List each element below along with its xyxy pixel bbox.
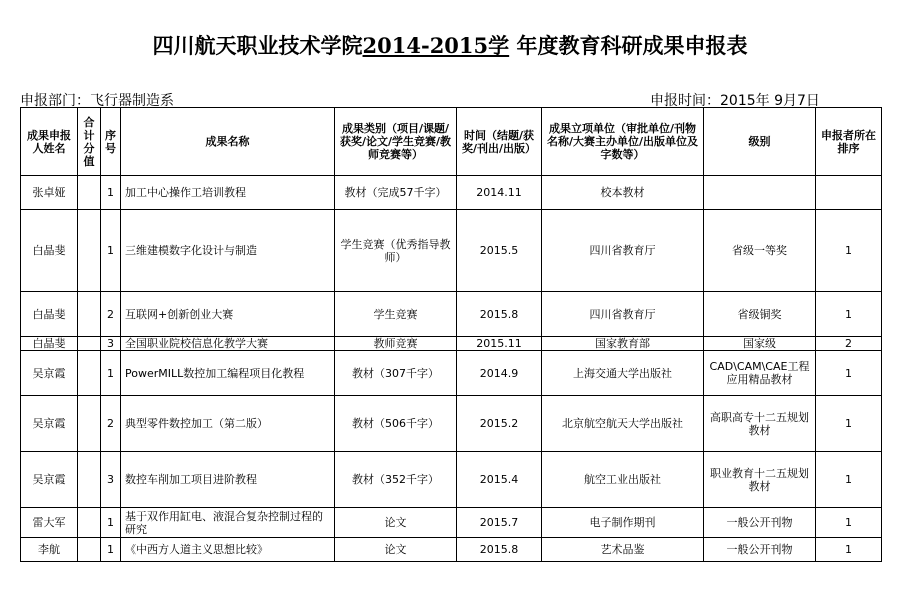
cell-unit: 北京航空航天大学出版社 [542,396,704,452]
cell-level: CAD\CAM\CAE工程应用精品教材 [704,351,816,396]
cell-rank: 1 [816,452,882,508]
cell-person: 吴京霞 [21,452,78,508]
table-row [21,538,882,562]
cell-score [78,538,101,562]
header-time: 时间（结题/获奖/刊出/出版） [457,108,542,176]
cell-unit: 上海交通大学出版社 [542,351,704,396]
cell-person: 张卓娅 [21,176,78,210]
cell-rank: 1 [816,292,882,337]
header-row [21,108,882,176]
cell-time: 2014.11 [457,176,542,210]
cell-level: 高职高专十二五规划教材 [704,396,816,452]
cell-no: 1 [101,176,121,210]
cell-category: 教材（完成57千字） [335,176,457,210]
title-year: 2014-2015学 [362,33,510,58]
cell-no: 2 [101,396,121,452]
cell-level: 一般公开刊物 [704,508,816,538]
date-label: 申报时间：2015年 9月7日 [650,93,820,109]
cell-score [78,396,101,452]
cell-score [78,176,101,210]
cell-rank: 1 [816,538,882,562]
cell-no: 3 [101,337,121,351]
cell-category: 论文 [335,508,457,538]
cell-time: 2015.4 [457,452,542,508]
cell-name: 全国职业院校信息化教学大赛 [121,337,335,351]
cell-unit: 四川省教育厅 [542,292,704,337]
cell-time: 2015.8 [457,292,542,337]
table-row [21,292,882,337]
cell-time: 2014.9 [457,351,542,396]
page-title [0,30,900,60]
table-row [21,337,882,351]
cell-time: 2015.8 [457,538,542,562]
title-suffix: 年度教育科研成果申报表 [509,33,748,58]
cell-level: 省级一等奖 [704,210,816,292]
dept-label: 申报部门：飞行器制造系 [20,93,174,109]
cell-category: 学生竞赛 [335,292,457,337]
cell-no: 2 [101,292,121,337]
cell-rank: 1 [816,508,882,538]
cell-unit: 艺术品鉴 [542,538,704,562]
header-name: 成果名称 [121,108,335,176]
header-rank: 申报者所在排序 [816,108,882,176]
header-category: 成果类别（项目/课题/获奖/论文/学生竞赛/教师竞赛等） [335,108,457,176]
cell-name: 互联网+创新创业大赛 [121,292,335,337]
cell-level: 一般公开刊物 [704,538,816,562]
cell-score [78,351,101,396]
cell-person: 白晶斐 [21,337,78,351]
cell-name: 基于双作用缸电、液混合复杂控制过程的研究 [121,508,335,538]
cell-level: 省级铜奖 [704,292,816,337]
table-row [21,508,882,538]
cell-person: 白晶斐 [21,210,78,292]
cell-score [78,337,101,351]
table-row [21,210,882,292]
cell-score [78,210,101,292]
cell-time: 2015.11 [457,337,542,351]
cell-score [78,452,101,508]
cell-no: 1 [101,351,121,396]
table-row [21,176,882,210]
cell-no: 3 [101,452,121,508]
cell-unit: 航空工业出版社 [542,452,704,508]
cell-level [704,176,816,210]
cell-name: 《中西方人道主义思想比较》 [121,538,335,562]
header-score: 合计分值 [78,108,101,176]
achievement-table [20,107,882,562]
cell-time: 2015.2 [457,396,542,452]
cell-unit: 四川省教育厅 [542,210,704,292]
cell-name: 数控车削加工项目进阶教程 [121,452,335,508]
cell-name: 三维建模数字化设计与制造 [121,210,335,292]
cell-no: 1 [101,210,121,292]
cell-category: 教师竞赛 [335,337,457,351]
table-row [21,396,882,452]
header-unit: 成果立项单位（审批单位/刊物名称/大赛主办单位/出版单位及字数等） [542,108,704,176]
cell-category: 论文 [335,538,457,562]
header-no: 序号 [101,108,121,176]
cell-category: 学生竞赛（优秀指导教师） [335,210,457,292]
cell-category: 教材（352千字） [335,452,457,508]
cell-no: 1 [101,508,121,538]
cell-unit: 国家教育部 [542,337,704,351]
cell-category: 教材（307千字） [335,351,457,396]
cell-name: 典型零件数控加工（第二版） [121,396,335,452]
cell-level: 职业教育十二五规划教材 [704,452,816,508]
cell-score [78,508,101,538]
cell-category: 教材（506千字） [335,396,457,452]
cell-time: 2015.7 [457,508,542,538]
cell-unit: 校本教材 [542,176,704,210]
header-person: 成果申报人姓名 [21,108,78,176]
cell-name: PowerMILL数控加工编程项目化教程 [121,351,335,396]
cell-person: 吴京霞 [21,351,78,396]
cell-rank: 2 [816,337,882,351]
cell-time: 2015.5 [457,210,542,292]
cell-person: 雷大军 [21,508,78,538]
cell-score [78,292,101,337]
header-level: 级别 [704,108,816,176]
cell-rank: 1 [816,351,882,396]
cell-person: 白晶斐 [21,292,78,337]
cell-name: 加工中心操作工培训教程 [121,176,335,210]
cell-rank: 1 [816,396,882,452]
cell-no: 1 [101,538,121,562]
table-row [21,452,882,508]
cell-rank [816,176,882,210]
table-row [21,351,882,396]
cell-person: 吴京霞 [21,396,78,452]
cell-rank: 1 [816,210,882,292]
cell-unit: 电子制作期刊 [542,508,704,538]
cell-level: 国家级 [704,337,816,351]
cell-person: 李航 [21,538,78,562]
title-school: 四川航天职业技术学院 [152,33,363,58]
